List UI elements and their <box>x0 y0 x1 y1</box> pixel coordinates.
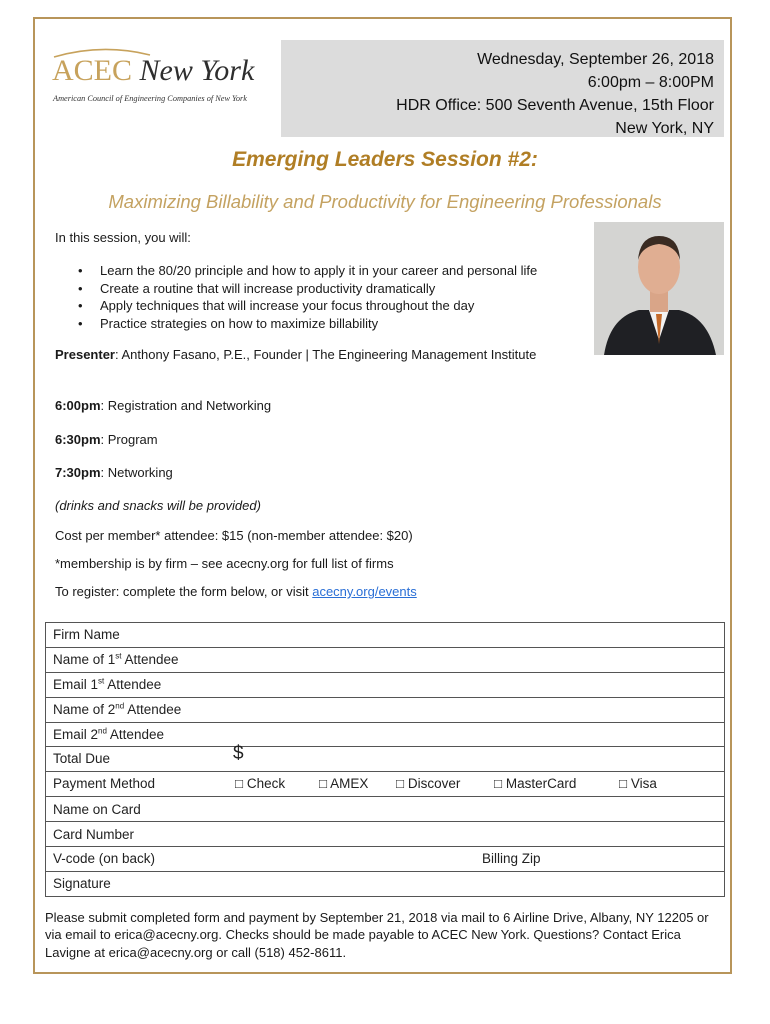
table-row <box>46 822 725 847</box>
field-label: Card Number <box>53 826 135 842</box>
cost-line: Cost per member* attendee: $15 (non-member attendee: $20) <box>55 528 413 543</box>
registration-form <box>45 622 725 897</box>
schedule-text: : Networking <box>100 465 173 480</box>
page-title: Emerging Leaders Session #2: <box>232 148 538 171</box>
submission-instructions: Please submit completed form and payment by September 21, 2018 via mail to 6 Airline Drive, Albany, NY 12205 or via email to erica@acecny.org. Checks should be made payable to ACEC New York. Questions? Contact Erica Lavigne at erica@acecny.org or call (518) 452-8611. <box>45 910 709 960</box>
field-label: Email 1st Attendee <box>53 676 162 693</box>
presenter-text: : Anthony Fasano, P.E., Founder | The Engineering Management Institute <box>114 347 537 362</box>
table-row <box>46 847 725 872</box>
table-row <box>46 871 725 896</box>
attendee1-email-field[interactable] <box>46 672 725 697</box>
total-due-field[interactable] <box>46 743 725 772</box>
table-row <box>46 672 725 697</box>
logo-acec: ACEC <box>52 54 133 87</box>
schedule-time: 6:30pm <box>55 432 101 447</box>
field-label: Signature <box>53 876 111 892</box>
schedule-text: : Registration and Networking <box>100 398 272 413</box>
session-bullets <box>78 262 537 332</box>
attendee1-name-field[interactable] <box>46 647 725 672</box>
table-row <box>46 797 725 822</box>
schedule-text: : Program <box>100 432 158 447</box>
field-label: Email 2nd Attendee <box>53 726 164 742</box>
schedule-time: 7:30pm <box>55 465 101 480</box>
schedule-item <box>55 465 173 480</box>
logo-wordmark <box>52 54 254 88</box>
schedule-time: 6:00pm <box>55 398 101 413</box>
attendee2-name-field[interactable] <box>46 697 725 722</box>
list-item: • Create a routine that will increase productivity dramatically <box>78 280 537 298</box>
event-time: 6:00pm – 8:00PM <box>587 74 714 91</box>
schedule-item <box>55 432 158 447</box>
table-row <box>46 722 725 747</box>
name-on-card-field[interactable] <box>46 797 725 822</box>
firm-name-field[interactable] <box>46 623 725 648</box>
membership-note: *membership is by firm – see acecny.org for full list of firms <box>55 556 394 571</box>
payment-option-mastercard[interactable]: □ MasterCard <box>494 776 577 792</box>
event-date: Wednesday, September 26, 2018 <box>477 51 714 68</box>
logo-tagline: American Council of Engineering Companies of New York <box>53 94 247 103</box>
payment-method-field <box>46 772 725 797</box>
field-label: Total Due <box>53 751 111 767</box>
presenter-photo <box>594 222 724 355</box>
card-number-field[interactable] <box>46 822 725 847</box>
dollar-sign: $ <box>233 743 244 765</box>
field-label: Name on Card <box>53 801 141 817</box>
attendee2-email-field[interactable] <box>46 722 725 747</box>
field-label: Name of 2nd Attendee <box>53 701 182 718</box>
payment-option-discover[interactable]: □ Discover <box>396 776 461 792</box>
payment-option-visa[interactable]: □ Visa <box>619 776 657 792</box>
logo-new-york: New York <box>139 54 255 87</box>
field-label: V-code (on back) <box>53 851 156 867</box>
table-row <box>46 623 725 648</box>
table-row <box>46 647 725 672</box>
list-item: • Practice strategies on how to maximize billability <box>78 315 537 333</box>
event-city: New York, NY <box>615 120 714 137</box>
list-item: • Apply techniques that will increase your focus throughout the day <box>78 297 537 315</box>
drinks-note: (drinks and snacks will be provided) <box>55 498 261 513</box>
billing-zip-label: Billing Zip <box>482 851 541 867</box>
register-link[interactable]: acecny.org/events <box>312 584 417 599</box>
intro-text: In this session, you will: <box>55 230 191 245</box>
table-row <box>46 747 725 772</box>
register-text: To register: complete the form below, or visit <box>55 584 313 599</box>
signature-field[interactable] <box>46 871 725 896</box>
acec-logo <box>52 46 268 106</box>
presenter-label: Presenter <box>55 347 115 362</box>
field-label: Name of 1st Attendee <box>53 651 179 668</box>
presenter-line <box>55 347 536 362</box>
page-subtitle: Maximizing Billability and Productivity for Engineering Professionals <box>108 191 662 212</box>
event-location: HDR Office: 500 Seventh Avenue, 15th Floor <box>396 97 714 114</box>
presenter-portrait-icon <box>594 222 724 355</box>
register-line <box>55 584 417 599</box>
field-label: Firm Name <box>53 627 120 643</box>
list-item: • Learn the 80/20 principle and how to apply it in your career and personal life <box>78 262 537 280</box>
table-row <box>46 772 725 797</box>
schedule-item <box>55 398 271 413</box>
table-row <box>46 697 725 722</box>
event-details-box <box>281 40 724 137</box>
field-label: Payment Method <box>53 776 156 792</box>
payment-option-amex[interactable]: □ AMEX <box>319 776 369 792</box>
vcode-field[interactable] <box>46 847 725 872</box>
payment-option-check[interactable]: □ Check <box>235 776 286 792</box>
